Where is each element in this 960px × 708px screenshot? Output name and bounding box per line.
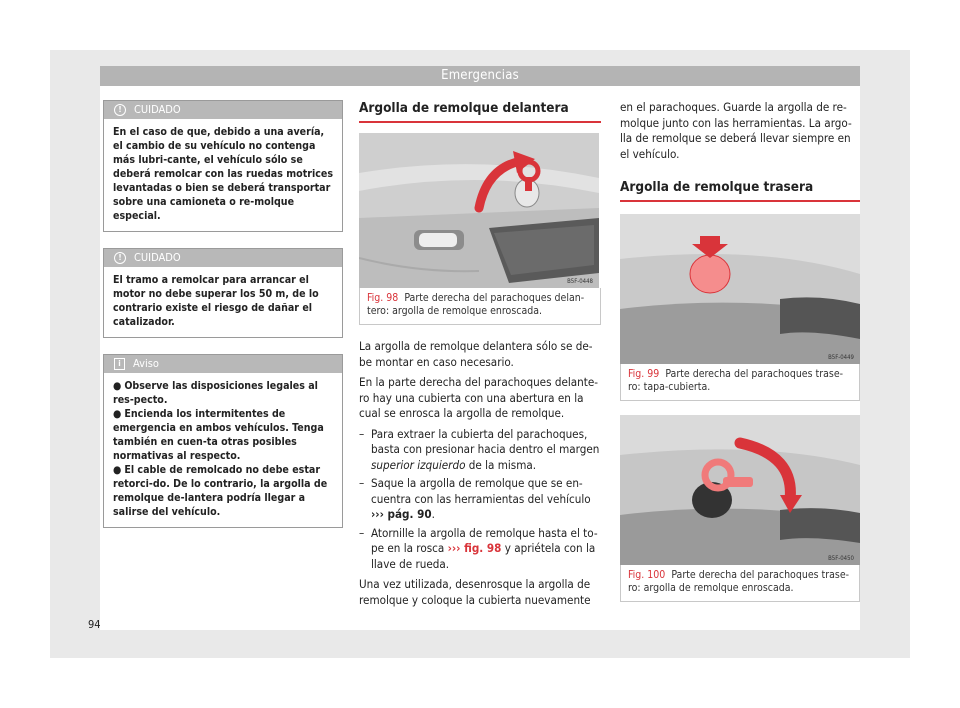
warning-icon: ! [114, 252, 126, 264]
notice-box [103, 354, 343, 528]
bullet: ● [113, 380, 122, 392]
paragraph: en el parachoques. Guarde la argolla de re-molque junto con las herramientas. La argo-lla de remolque se deberá llevar siempre en el vehículo. [620, 100, 852, 161]
section-title-rear: Argolla de remolque trasera [620, 179, 860, 202]
figure-code: B5F-0450 [828, 555, 854, 562]
bullet: ● [113, 408, 122, 420]
paragraph: Una vez utilizada, desenrosque la argolla de remolque y coloque la cubierta nuevamente [359, 577, 591, 607]
section-title-front: Argolla de remolque delantera [359, 100, 601, 123]
figure-code: B5F-0448 [567, 278, 593, 285]
notice-item: ● Observe las disposiciones legales al res-pecto. [113, 380, 318, 406]
emphasis-text: superior izquierdo [371, 457, 466, 472]
figure-caption: Fig. 99 Parte derecha del parachoques trase-ro: tapa-cubierta. [620, 364, 860, 401]
step-item: – Saque la argolla de remolque que se en-cuentra con las herramientas del vehículo ››› pág. 90. [359, 476, 601, 523]
caution-title: CUIDADO [134, 103, 181, 116]
caution-box-header [104, 249, 342, 267]
chapter-header: Emergencias [100, 66, 860, 86]
paragraph: La argolla de remolque delantera sólo se de-be montar en caso necesario. [359, 339, 593, 369]
rear-cover-illustration [620, 214, 860, 364]
step-item: – Atornille la argolla de remolque hasta el to-pe en la rosca ››› fig. 98 y apriétela con la llave de rueda. [359, 526, 601, 573]
warning-icon: ! [114, 104, 126, 116]
figure-reference-link[interactable]: ››› fig. 98 [447, 541, 502, 555]
figure-label: Fig. 98 [367, 292, 399, 304]
figure-label: Fig. 99 [628, 368, 660, 380]
notice-box-header [104, 355, 342, 373]
caution-text: En el caso de que, debido a una avería, el cambio de su vehículo no contenga más lubri-cante, el vehículo sólo se deberá remolcar con las ruedas motrices levantadas o bien se deberá transportar sobre una camioneta o re-molque especial. [113, 126, 334, 222]
caution-text: El tramo a remolcar para arrancar el motor no debe superar los 50 m, de lo contrario existe el riesgo de dañar el catalizador. [113, 274, 319, 328]
caution-box-2 [103, 248, 343, 338]
caution-title: CUIDADO [134, 251, 181, 264]
figure-label: Fig. 100 [628, 569, 666, 581]
figure-caption: Fig. 100 Parte derecha del parachoques trase-ro: argolla de remolque enroscada. [620, 565, 860, 602]
notice-body [104, 373, 342, 527]
rear-tow-eye-illustration [620, 415, 860, 565]
left-column [103, 100, 343, 544]
info-icon: i [114, 358, 125, 370]
figure-100 [620, 415, 860, 565]
notice-title: Aviso [133, 357, 159, 370]
bullet: ● [113, 464, 122, 476]
page-reference-link[interactable]: ››› pág. 90 [371, 507, 432, 521]
notice-item: ● Encienda los intermitentes de emergencia en ambos vehículos. Tenga también en cuen-ta otras posibles normativas al respecto. [113, 408, 324, 462]
page-number: 94 [88, 618, 101, 631]
steps-list [359, 427, 601, 573]
figure-98 [359, 133, 599, 288]
step-item: – Para extraer la cubierta del parachoques, basta con presionar hacia dentro el margen superior izquierdo de la misma. [359, 427, 601, 474]
notice-item: ● El cable de remolcado no debe estar retorci-do. De lo contrario, la argolla de remolque de-lantera podría llegar a salirse del vehículo. [113, 464, 328, 518]
figure-code: B5F-0449 [828, 354, 854, 361]
paragraph: En la parte derecha del parachoques delante-ro hay una cubierta con una abertura en la cual se enrosca la argolla de remolque. [359, 375, 599, 420]
middle-column [359, 100, 601, 613]
figure-caption: Fig. 98 Parte derecha del parachoques delan-tero: argolla de remolque enroscada. [359, 288, 601, 325]
front-bumper-illustration [359, 133, 599, 288]
figure-99 [620, 214, 860, 364]
right-column [620, 100, 860, 602]
caution-box-1 [103, 100, 343, 232]
caution-box-header [104, 101, 342, 119]
